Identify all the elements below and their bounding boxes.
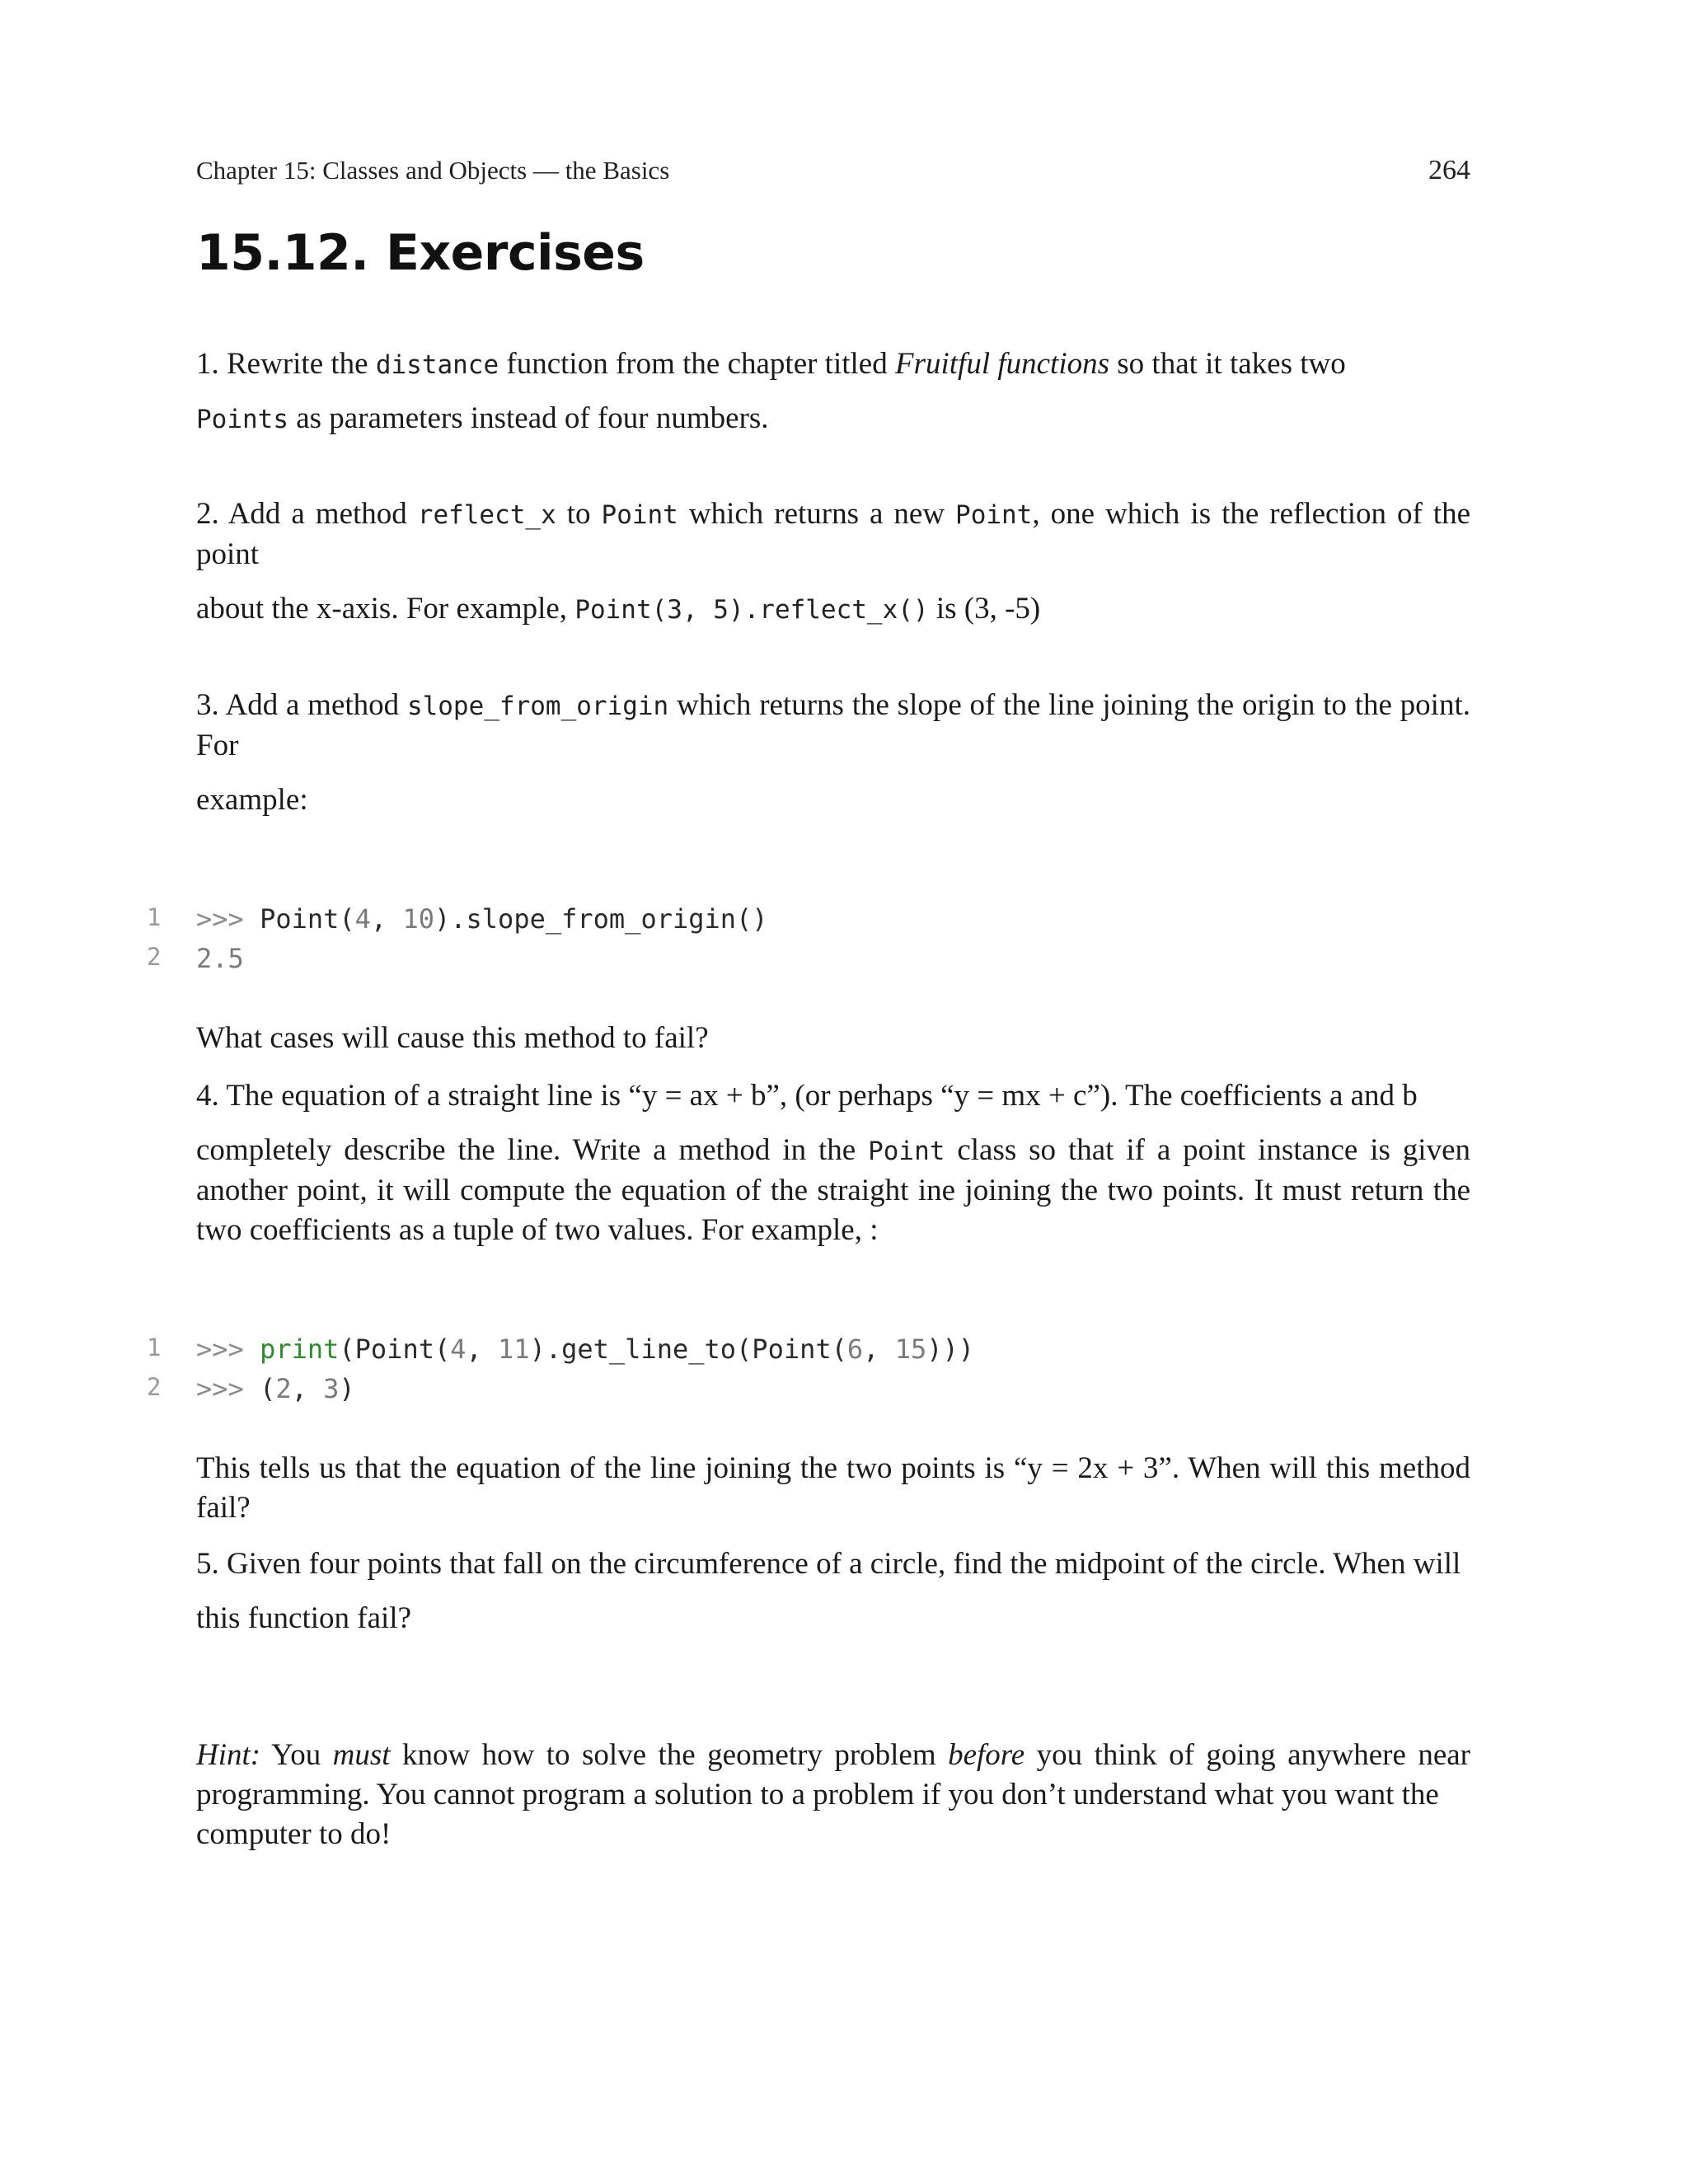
- exercise-1: [196, 344, 1470, 438]
- code-line: [0, 1333, 1688, 1373]
- code-token: ,: [291, 1373, 324, 1404]
- italic-text: before: [948, 1738, 1025, 1772]
- prompt: >>>: [196, 1333, 260, 1365]
- exercise-4: [196, 1076, 1470, 1250]
- exercise-2: [196, 494, 1470, 630]
- text: 4. The equation of a straight line is “y = ax + b”, (or perhaps “y = mx + c”). The coefficients a and b: [196, 1079, 1418, 1113]
- text: which returns the slope of the line joining the origin to the point. For: [196, 688, 1470, 762]
- text: function from the chapter titled: [499, 347, 895, 381]
- code-token: (: [260, 1373, 276, 1404]
- code-number: 11: [498, 1333, 530, 1365]
- text: to: [556, 497, 602, 531]
- code-token: ,: [370, 903, 403, 935]
- code-number: 6: [846, 1333, 864, 1365]
- italic-text: Fruitful functions: [894, 347, 1110, 381]
- code-token: ): [339, 1373, 355, 1404]
- code-block: [0, 1333, 1688, 1413]
- chapter-title: Chapter 15: Classes and Objects — the Basics: [196, 156, 670, 185]
- running-head: [196, 155, 1470, 186]
- text: as parameters instead of four numbers.: [288, 401, 769, 435]
- code-line: [0, 903, 1688, 943]
- prompt: >>>: [196, 903, 260, 935]
- text: this function fail?: [196, 1601, 411, 1635]
- line-number: 2: [147, 943, 162, 971]
- inline-code: Points: [196, 405, 288, 434]
- inline-code: Point: [601, 500, 678, 530]
- code-output: 2.5: [196, 943, 244, 974]
- code-number: 10: [402, 903, 434, 935]
- text: 2. Add a method: [196, 497, 418, 531]
- code-block: [0, 903, 1688, 982]
- code-number: 4: [450, 1333, 467, 1365]
- italic-text: must: [332, 1738, 391, 1772]
- section-heading: 15.12. Exercises: [196, 224, 645, 282]
- prompt: >>>: [196, 1373, 260, 1404]
- inline-code: Point(3, 5).reflect_x(): [574, 595, 929, 625]
- code-number: 3: [323, 1373, 340, 1404]
- code-token: ,: [466, 1333, 499, 1365]
- code-number: 4: [354, 903, 371, 935]
- hint-paragraph: [196, 1736, 1470, 1854]
- line-number: 2: [147, 1373, 162, 1401]
- text: about the x-axis. For example,: [196, 592, 575, 626]
- text: example:: [196, 783, 308, 817]
- text: know how to solve the geometry problem: [390, 1738, 949, 1772]
- text: You: [260, 1738, 333, 1772]
- exercise-5: [196, 1544, 1470, 1638]
- inline-code: Point: [868, 1137, 945, 1166]
- code-token: Point(: [260, 903, 355, 935]
- code-line: [0, 1373, 1688, 1413]
- code-token: ).slope_from_origin(): [434, 903, 768, 935]
- text: , one which is the reflection of the point: [196, 497, 1471, 571]
- text: 3. Add a method: [196, 688, 407, 722]
- line-number: 1: [147, 903, 162, 931]
- text: which returns a new: [678, 497, 956, 531]
- exercise-3: [196, 686, 1470, 820]
- text: is (3, -5): [928, 592, 1041, 626]
- inline-code: slope_from_origin: [406, 691, 669, 721]
- page-number: 264: [1428, 155, 1470, 185]
- text: completely describe the line. Write a method in the: [196, 1133, 869, 1167]
- code-token: ).get_line_to(Point(: [529, 1333, 847, 1365]
- hint-label: Hint:: [196, 1738, 261, 1772]
- code-number: 2: [275, 1373, 292, 1404]
- text: so that it takes two: [1109, 347, 1346, 381]
- line-number: 1: [147, 1333, 162, 1361]
- exercise-3-question: What cases will cause this method to fail?: [196, 1021, 709, 1055]
- text: class so that if a point instance is given another point, it will compute the equation of the straight ine joining the two points. It must return the two coefficients as a tuple of two values. For example, :: [196, 1133, 1470, 1247]
- exercise-4-question: This tells us that the equation of the line joining the two points is “y = 2x + 3”. When will this method fail?: [196, 1451, 1470, 1525]
- text: 5. Given four points that fall on the circumference of a circle, find the midpoint of the circle. When will: [196, 1547, 1461, 1581]
- code-token: ))): [926, 1333, 975, 1365]
- code-line: [0, 943, 1688, 982]
- code-builtin: print: [260, 1333, 340, 1365]
- text: 1. Rewrite the: [196, 347, 376, 381]
- text: you think of going anywhere near programming. You cannot program a solution to a problem if you don’t understand what you want the: [196, 1738, 1470, 1811]
- text: computer to do!: [196, 1817, 392, 1851]
- inline-code: distance: [375, 350, 499, 380]
- code-token: (Point(: [339, 1333, 451, 1365]
- code-token: ,: [863, 1333, 895, 1365]
- inline-code: reflect_x: [417, 500, 556, 530]
- code-number: 15: [894, 1333, 927, 1365]
- inline-code: Point: [955, 500, 1033, 530]
